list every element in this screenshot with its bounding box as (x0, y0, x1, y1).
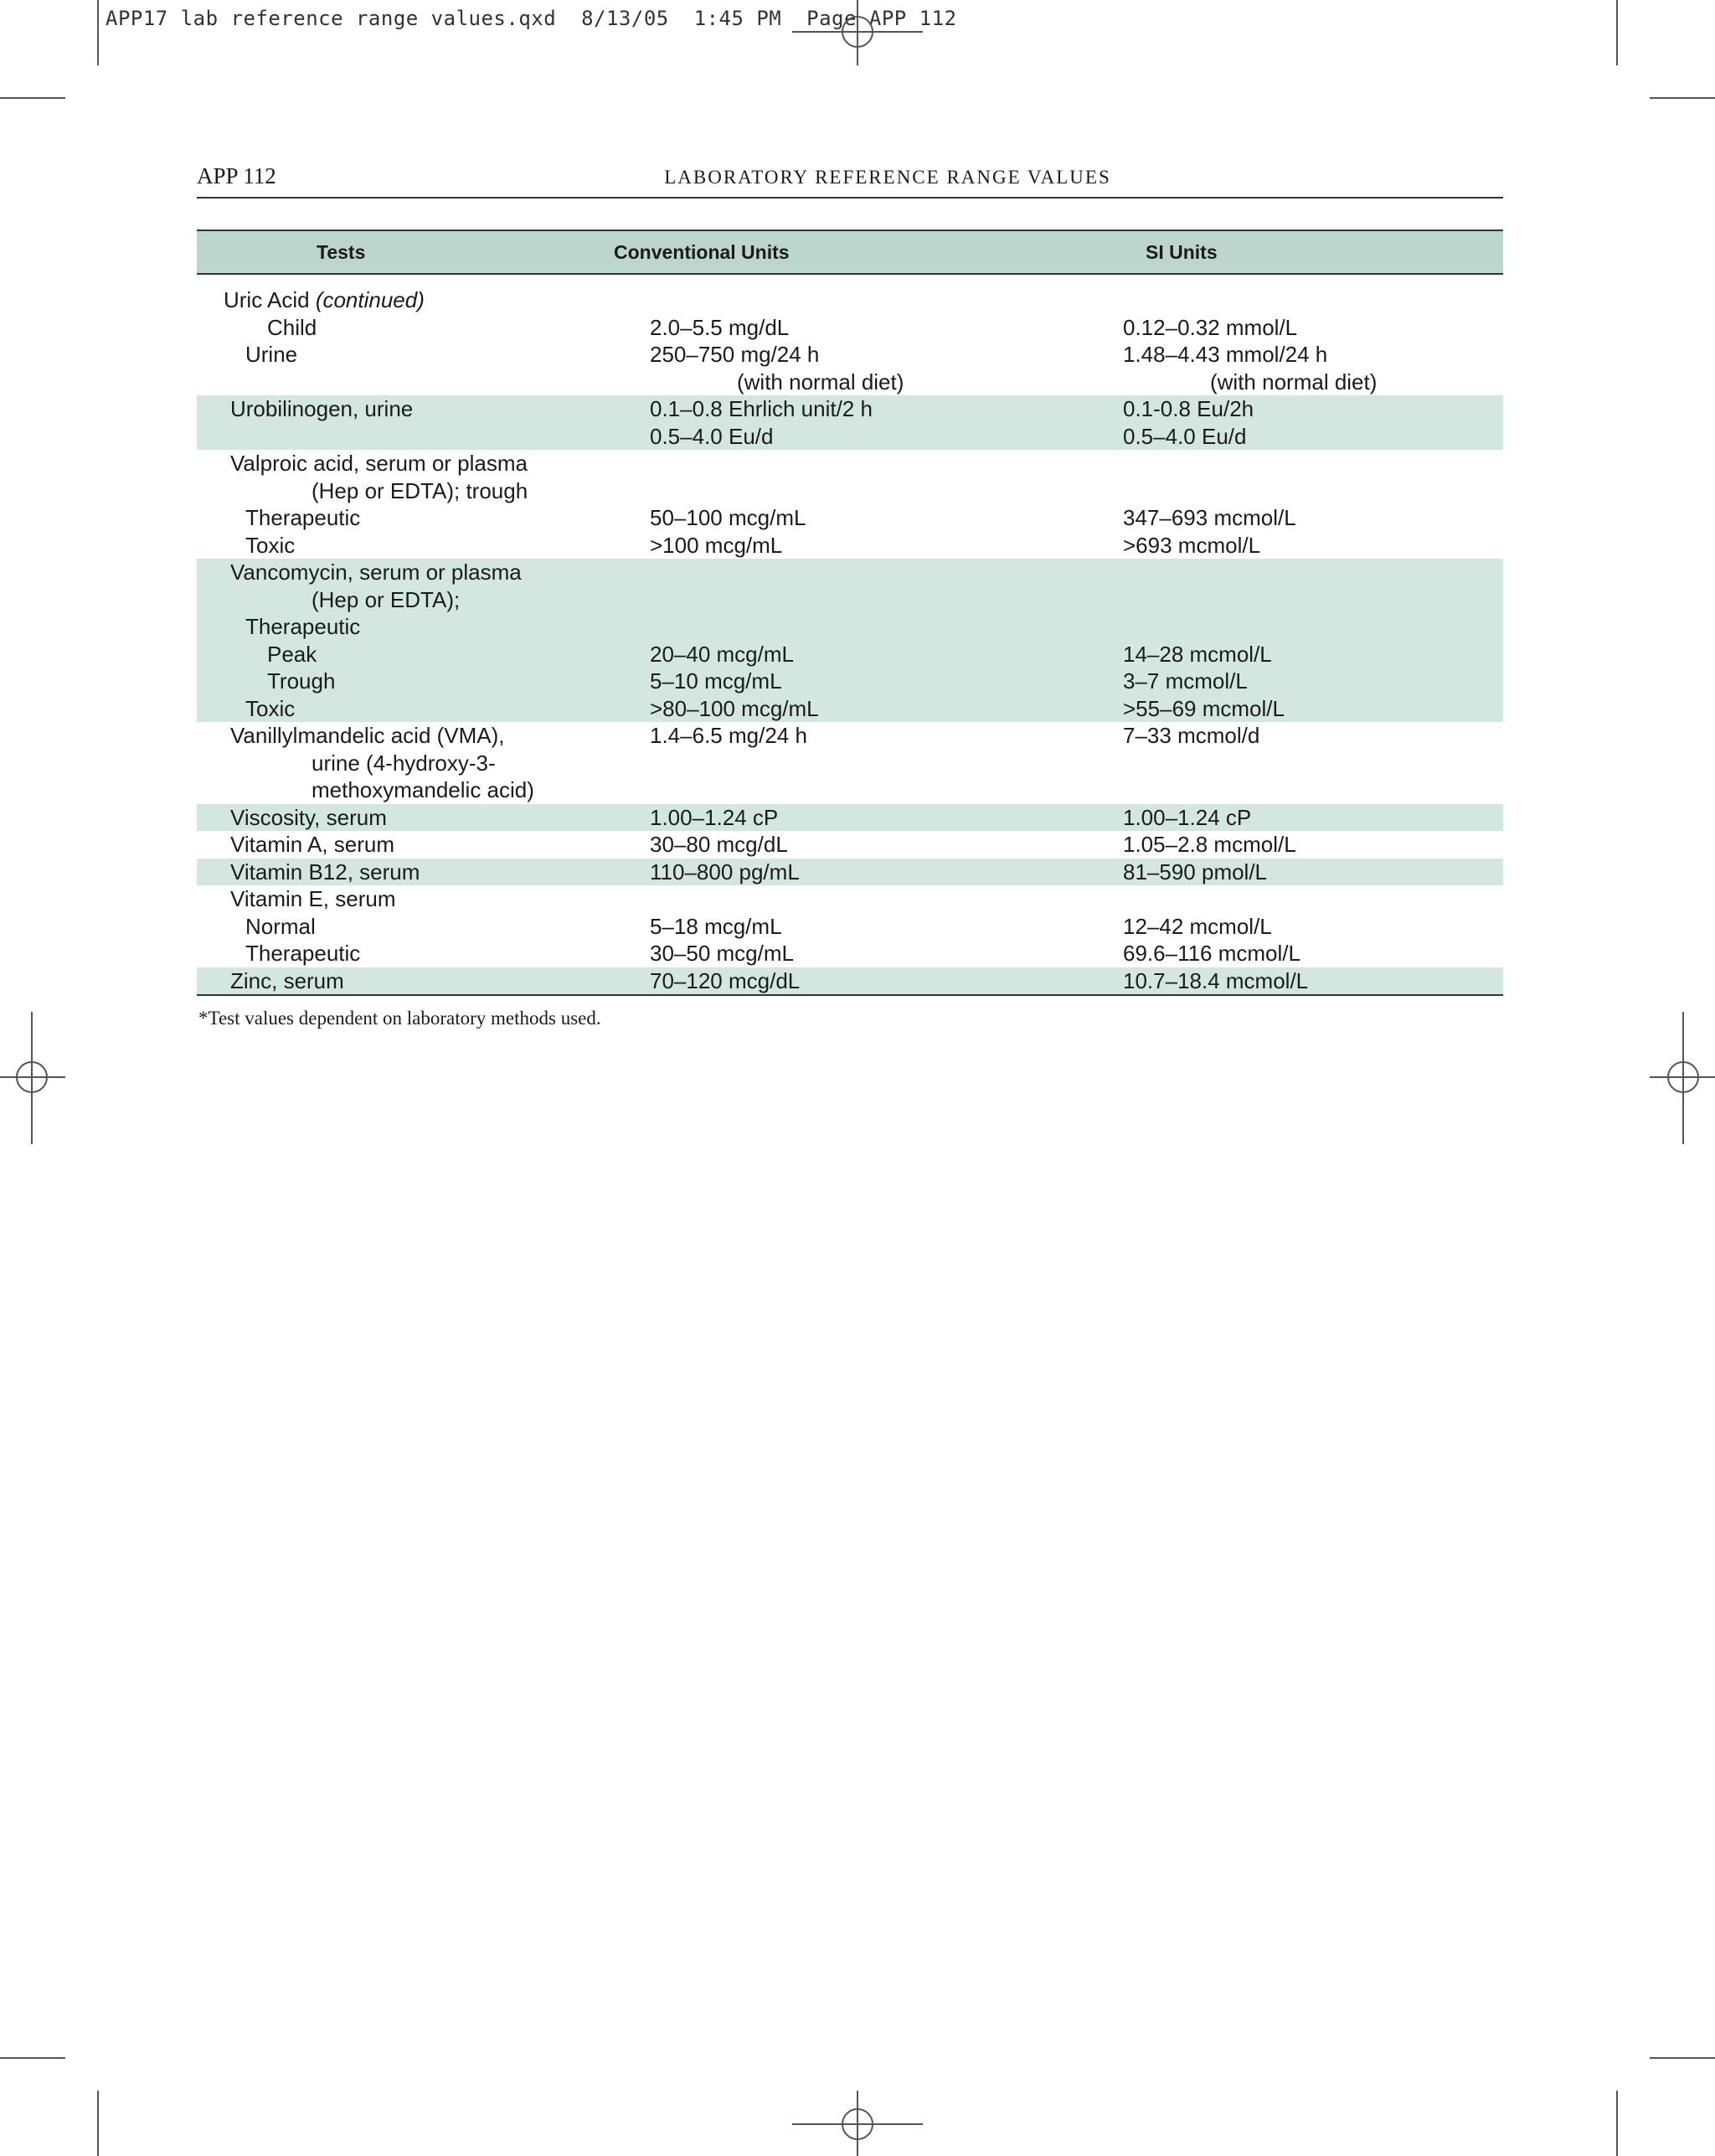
test-name-cell: Toxic (245, 695, 296, 721)
si-value-cell: 14–28 mcmol/L (1123, 641, 1272, 667)
si-note-cell: (with normal diet) (1210, 369, 1378, 395)
si-value-cell: >55–69 mcmol/L (1123, 695, 1285, 721)
conventional-value-cell: 1.4–6.5 mg/24 h (650, 723, 807, 748)
conventional-value-cell: 70–120 mcg/dL (650, 967, 801, 993)
crop-mark-top-left-vertical (97, 0, 99, 65)
test-name-cell: Zinc, serum (230, 967, 344, 993)
conventional-value-cell: 0.1–0.8 Ehrlich unit/2 h (650, 396, 873, 421)
page-title: LABORATORY REFERENCE RANGE VALUES (664, 167, 1111, 188)
si-value-cell: 0.12–0.32 mmol/L (1123, 314, 1298, 340)
conventional-value-cell: 30–80 mcg/dL (650, 832, 788, 857)
conventional-value-cell: 5–18 mcg/mL (650, 913, 782, 939)
conventional-value-cell: 5–10 mcg/mL (650, 668, 782, 694)
test-name-cell: Therapeutic (245, 614, 361, 639)
registration-mark-bottom (791, 2089, 924, 2156)
si-value-cell: 1.05–2.8 mcmol/L (1123, 832, 1296, 857)
si-value-cell: 81–590 pmol/L (1123, 859, 1268, 885)
column-header-tests: Tests (317, 241, 366, 263)
test-name-cell: Toxic (245, 532, 296, 558)
test-name-cell: Child (267, 314, 317, 340)
page-number: APP 112 (197, 163, 276, 188)
table-row-vancomycin (197, 559, 1503, 722)
conventional-value-cell: 250–750 mg/24 h (650, 342, 820, 367)
conventional-note-cell: (with normal diet) (737, 369, 904, 395)
crop-mark-top-left-horizontal (0, 97, 65, 99)
table-body (197, 275, 1503, 996)
test-name-cell: urine (4-hydroxy-3- (312, 750, 496, 776)
si-value-cell: 10.7–18.4 mcmol/L (1123, 967, 1309, 993)
test-name-cell: (Hep or EDTA); (312, 586, 461, 612)
running-head (197, 163, 1503, 199)
test-name-cell: methoxymandelic acid) (312, 777, 534, 802)
test-name-cell: Therapeutic (245, 941, 361, 966)
conventional-value-cell: 0.5–4.0 Eu/d (650, 423, 774, 449)
si-value-cell: 1.48–4.43 mmol/24 h (1123, 342, 1328, 367)
conventional-value-cell: >100 mcg/mL (650, 532, 783, 558)
registration-mark-right (1648, 1012, 1715, 1146)
registration-mark-top (791, 0, 924, 67)
test-name-cell: Therapeutic (245, 505, 361, 530)
test-name-cell: Vancomycin, serum or plasma (230, 560, 522, 585)
si-value-cell: 69.6–116 mcmol/L (1123, 941, 1300, 966)
table-footnote: *Test values dependent on laboratory methods used. (198, 1008, 601, 1029)
table-row-zinc (197, 967, 1503, 995)
table-row-vitamin-e (197, 885, 1503, 967)
table-row-vitamin-a (197, 831, 1503, 859)
crop-mark-bottom-right-vertical (1616, 2091, 1618, 2156)
crop-mark-top-right-vertical (1616, 0, 1618, 65)
si-value-cell: 1.00–1.24 cP (1123, 804, 1252, 830)
column-header-si-units: SI Units (1146, 241, 1218, 263)
si-value-cell: 12–42 mcmol/L (1123, 913, 1272, 939)
test-name-cell: Urobilinogen, urine (230, 396, 414, 421)
conventional-value-cell: 50–100 mcg/mL (650, 505, 806, 530)
registration-mark-left (0, 1012, 67, 1146)
table-header (197, 230, 1503, 275)
conventional-value-cell: 20–40 mcg/mL (650, 641, 794, 667)
crop-mark-bottom-left-horizontal (0, 2057, 65, 2059)
conventional-value-cell: 2.0–5.5 mg/dL (650, 314, 790, 340)
table-row-vitamin-b12 (197, 859, 1503, 886)
conventional-value-cell: 1.00–1.24 cP (650, 804, 779, 830)
crop-mark-top-right-horizontal (1650, 97, 1715, 99)
test-name-cell: Trough (267, 668, 336, 694)
test-name-cell: Valproic acid, serum or plasma (230, 451, 528, 476)
si-value-cell: 347–693 mcmol/L (1123, 505, 1296, 530)
test-name-cell: Peak (267, 641, 317, 667)
si-value-cell: 7–33 mcmol/d (1123, 723, 1260, 748)
table-row-uric-acid (197, 286, 1503, 395)
table-row-vanillylmandelic-acid (197, 722, 1503, 804)
test-name-cell: (Hep or EDTA); trough (312, 477, 528, 503)
si-value-cell: 3–7 mcmol/L (1123, 668, 1248, 694)
test-name-cell: Vitamin E, serum (230, 886, 396, 911)
test-name-cell: Vanillylmandelic acid (VMA), (230, 723, 505, 748)
conventional-value-cell: 30–50 mcg/mL (650, 941, 794, 966)
test-name-cell: Viscosity, serum (230, 804, 387, 830)
reference-range-table (197, 230, 1503, 996)
crop-mark-bottom-right-horizontal (1650, 2057, 1715, 2059)
test-name-cell: Vitamin A, serum (230, 832, 395, 857)
si-value-cell: >693 mcmol/L (1123, 532, 1261, 558)
si-value-cell: 0.5–4.0 Eu/d (1123, 423, 1247, 449)
conventional-value-cell: 110–800 pg/mL (650, 859, 800, 885)
test-name-cell: Normal (245, 913, 316, 939)
test-name-cell: Urine (245, 342, 298, 367)
table-row-urobilinogen (197, 395, 1503, 450)
crop-mark-bottom-left-vertical (97, 2091, 99, 2156)
column-header-conventional-units: Conventional Units (614, 241, 790, 263)
test-name-cell: Vitamin B12, serum (230, 859, 420, 885)
table-row-viscosity (197, 804, 1503, 832)
file-slug: APP17 lab reference range values.qxd 8/13/05 1:45 PM Page APP 112 (106, 7, 957, 30)
test-name-cell: Uric Acid (continued) (224, 287, 425, 312)
table-row-valproic-acid (197, 450, 1503, 559)
conventional-value-cell: >80–100 mcg/mL (650, 695, 819, 721)
si-value-cell: 0.1-0.8 Eu/2h (1123, 396, 1254, 421)
